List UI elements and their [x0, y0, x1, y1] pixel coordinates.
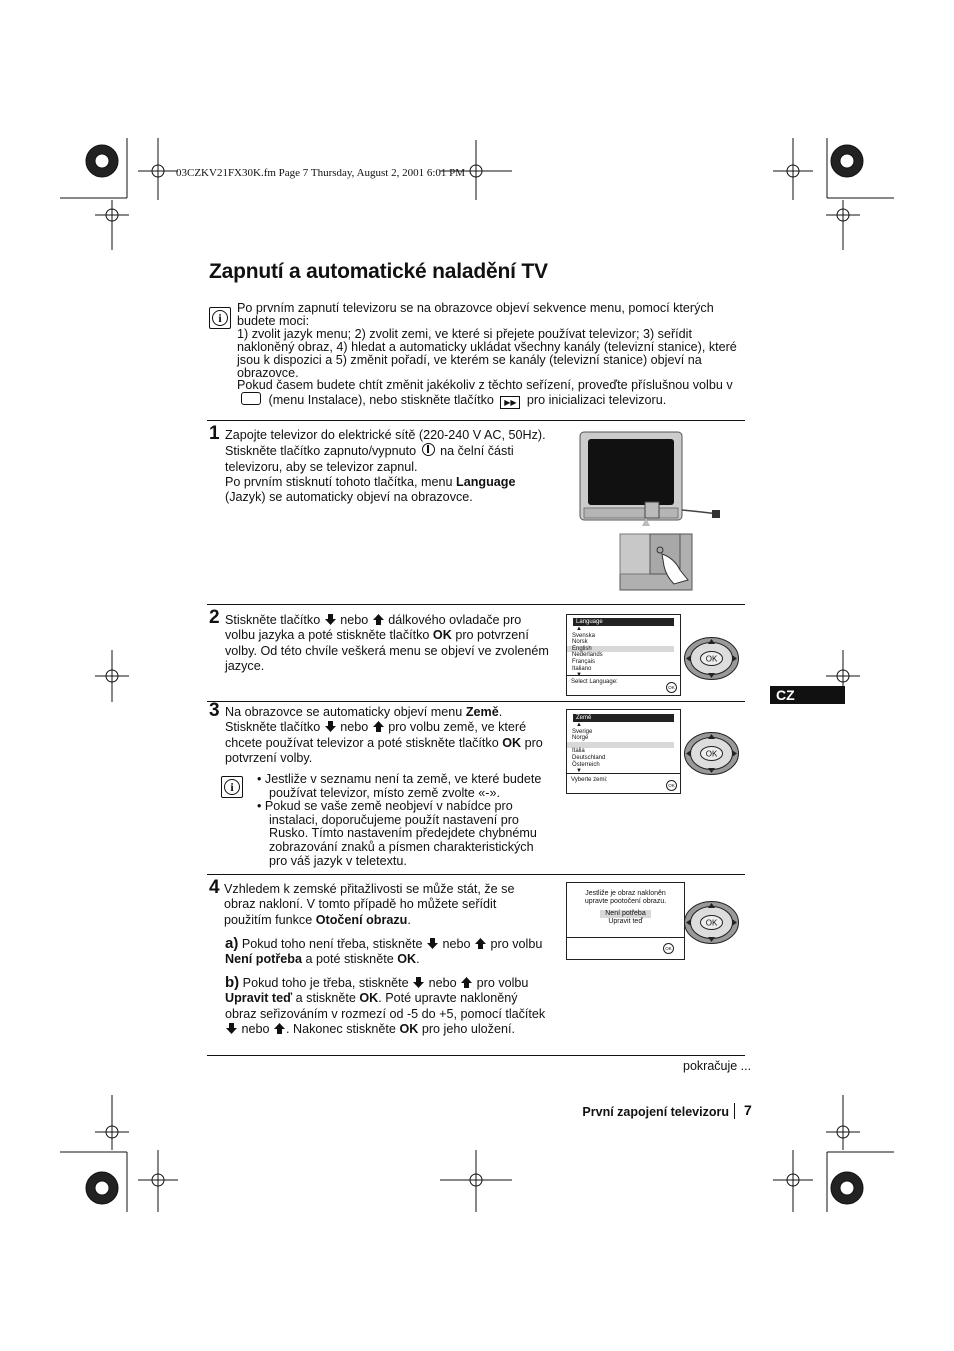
footer-section-title: První zapojení televizoru	[582, 1105, 729, 1119]
ok-label: OK	[397, 952, 417, 967]
osd-up-arrow: ▲	[576, 722, 582, 728]
step3-b: Stiskněte tlačítko	[225, 720, 321, 735]
divider	[207, 1055, 745, 1056]
info-icon: i	[221, 776, 243, 798]
step4-option-b	[225, 975, 547, 1037]
osd-item: Deutschland	[572, 754, 606, 761]
svg-text:OK: OK	[705, 918, 718, 928]
step4-a2: pro volbu	[490, 937, 543, 951]
ok-label: OK	[359, 991, 379, 1006]
osd-tilt-options	[567, 910, 684, 918]
option-label-a: a)	[225, 935, 239, 952]
osd-down-arrow: ▼	[576, 768, 582, 775]
osd-country-menu	[566, 709, 681, 794]
step3-nebo: nebo	[340, 720, 369, 735]
step4-nebo: nebo	[442, 937, 471, 951]
step2-nebo: nebo	[340, 613, 369, 627]
svg-text:OK: OK	[705, 749, 718, 759]
osd-footer-text: Select Language:	[571, 679, 618, 685]
step4-a1: Pokud toho není třeba, stiskněte	[241, 937, 423, 951]
fast-forward-icon: ▶▶	[500, 396, 520, 409]
osd-item: Sverige	[572, 728, 593, 735]
osd-item: Norsk	[572, 639, 588, 646]
step1-b-text: Stiskněte tlačítko zapnuto/vypnuto	[225, 444, 417, 459]
info-icon: i	[209, 307, 231, 329]
osd-item: Italiano	[572, 665, 592, 672]
osd-item: Norge	[572, 735, 589, 742]
intro-line3b: (menu Instalace), nebo stiskněte tlačítko	[268, 393, 494, 408]
osd-language-menu	[566, 614, 681, 696]
step4-b6: pro jeho uložení.	[421, 1021, 515, 1036]
osd-separator	[567, 937, 684, 938]
osd-item: Nederlands	[572, 652, 603, 659]
arrow-up-icon	[372, 721, 385, 732]
option-label-b: b)	[225, 974, 240, 991]
arrow-down-icon	[324, 614, 337, 625]
arrow-down-icon	[412, 977, 425, 988]
divider	[207, 701, 745, 702]
step2-a: Stiskněte tlačítko	[225, 613, 321, 627]
step-number: 4	[209, 877, 220, 898]
step1-b	[225, 443, 555, 475]
step1-e: (Jazyk) se automaticky objeví na obrazovce.	[225, 490, 473, 505]
osd-item-selected: Není potřeba	[600, 910, 650, 918]
osd-footer	[567, 675, 680, 695]
osd-tilt-menu	[566, 882, 685, 960]
osd-title: Language	[573, 618, 674, 626]
step3-bold: Země	[465, 705, 499, 719]
osd-footer-text: Vyberte zemi:	[571, 777, 608, 783]
step4-b1: Pokud toho je třeba, stiskněte	[242, 976, 409, 990]
step4-b4: . Poté upravte nakloněný obraz seřizováním v rozmezí od -5 do +5, pomocí tlačítek	[225, 991, 546, 1021]
step4-option-a: a) Pokud toho není třeba, stiskněte nebo pro volbu Není potřeba a poté stiskněte OK.	[225, 935, 543, 967]
osd-up-arrow: ▲	[576, 626, 582, 632]
step4-nebo: nebo	[428, 976, 457, 990]
intro-text	[237, 302, 749, 409]
step-number: 3	[209, 700, 220, 721]
step4-bold: Otočení obrazu	[315, 912, 408, 927]
divider	[207, 420, 745, 421]
osd-item: Français	[572, 658, 596, 665]
ok-icon: OK	[666, 780, 677, 791]
step4-a: Vzhledem k zemské přitažlivosti se může stát, že se obraz nakloní. V tomto případě ho můžete seřídit použitím funkce	[224, 882, 515, 927]
svg-text:OK: OK	[705, 654, 718, 664]
intro-line2: 1) zvolit jazyk menu; 2) zvolit zemi, ve které si přejete používat televizor; 3) seřídit nakloněný obraz, 4) hledat a automaticky ukládat všechny kanály (televizní stanice), které jsou k dispozici a 5) změnit pořadí, ve kterém se kanály (televizní stanice) objeví na obrazovce.	[237, 326, 737, 380]
divider	[207, 604, 745, 605]
intro-line3	[237, 379, 749, 409]
arrow-down-icon	[324, 721, 337, 732]
arrow-down-icon	[225, 1023, 238, 1034]
language-tab: CZ	[770, 686, 845, 704]
step1-c: na čelní části televizoru, aby se televizor zapnul.	[225, 444, 514, 474]
page-number: 7	[744, 1102, 752, 1118]
osd-footer	[567, 773, 680, 793]
step4-a-bold: Není potřeba	[225, 952, 302, 967]
osd-item: Upravit teď	[608, 918, 643, 925]
step1-d-bold: Language	[456, 474, 516, 489]
ok-label: OK	[399, 1021, 419, 1036]
step2-b: dálkového ovladače pro volbu jazyka a poté stiskněte tlačítko	[225, 613, 522, 643]
osd-tilt-line2: upravte pootočení obrazu.	[584, 898, 667, 905]
step4-b3: a stiskněte	[295, 991, 356, 1006]
osd-item-selected: English	[567, 646, 674, 653]
arrow-down-icon	[426, 938, 439, 949]
intro-line3a: Pokud časem budete chtít změnit jakékoliv z těchto seřízení, proveďte příslušnou volbu v	[237, 378, 733, 393]
step-number: 2	[209, 607, 220, 628]
step3-c: pro volbu země, ve které chcete používat televizor a poté stiskněte tlačítko	[225, 720, 527, 750]
osd-item: Svenska	[572, 632, 596, 639]
arrow-up-icon	[460, 977, 473, 988]
step4-text: Vzhledem k zemské přitažlivosti se může stát, že se obraz nakloní. V tomto případě ho můžete seřídit použitím funkce Otočení obrazu.	[224, 882, 515, 927]
osd-down-arrow: ▼	[576, 672, 582, 679]
remote-control-icon	[683, 636, 740, 681]
intro-line1: Po prvním zapnutí televizoru se na obrazovce objeví sekvence menu, pomocí kterých budete moci:	[237, 301, 714, 328]
osd-item: Italia	[572, 748, 585, 755]
divider	[207, 874, 745, 875]
step-number: 1	[209, 423, 220, 444]
arrow-up-icon	[372, 614, 385, 625]
step3-note1: • Jestliže v seznamu není ta země, ve které budete používat televizor, místo země zvolte «-».	[257, 772, 542, 800]
remote-control-icon	[683, 731, 740, 776]
step1-d	[225, 475, 555, 490]
page-title: Zapnutí a automatické naladění TV	[209, 260, 548, 283]
step4-b5: . Nakonec stiskněte	[286, 1021, 396, 1036]
ok-label: OK	[502, 735, 522, 750]
ok-icon: OK	[663, 943, 674, 954]
osd-item: Österreich	[572, 761, 600, 768]
ok-icon: OK	[666, 682, 677, 693]
step1-a: Zapojte televizor do elektrické sítě (220-240 V AC, 50Hz).	[225, 428, 546, 442]
file-header: 03CZKV21FX30K.fm Page 7 Thursday, August 2, 2001 6:01 PM	[176, 167, 466, 179]
step4-b2: pro volbu	[476, 976, 529, 990]
menu-install-icon	[241, 392, 261, 405]
power-icon	[422, 443, 435, 456]
ok-label: OK	[432, 628, 452, 643]
step4-nebo: nebo	[241, 1021, 270, 1036]
footer-separator	[734, 1103, 735, 1119]
step1-text	[225, 428, 555, 505]
step2-text	[225, 613, 551, 674]
step3-d: pro potvrzení volby.	[225, 735, 543, 765]
osd-tilt-line1: Jestliže je obraz nakloněn	[585, 890, 666, 897]
osd-title: Země	[573, 714, 674, 722]
continues-note: pokračuje ...	[683, 1059, 752, 1073]
step3-a: Na obrazovce se automaticky objeví menu	[225, 705, 463, 719]
arrow-up-icon	[474, 938, 487, 949]
arrow-up-icon	[273, 1023, 286, 1034]
intro-line3c: pro inicializaci televizoru.	[526, 393, 667, 408]
step4-b-bold: Upravit teď	[225, 991, 293, 1006]
tv-illustration	[578, 430, 728, 595]
step3-notes	[257, 773, 549, 868]
step3-text: Na obrazovce se automaticky objeví menu Země. Stiskněte tlačítko nebo pro volbu země, ve které chcete používat televizor a poté stiskněte tlačítko OK pro potvrzení volby.	[225, 705, 543, 765]
step3-note2: • Pokud se vaše země neobjeví v nabídce pro instalaci, doporučujeme použít nastavení pro Rusko. Tímto nastavením předejdete chybnému zobrazování znaků a písmen charakteristických pro váš jazyk v teletextu.	[257, 799, 537, 868]
step4-a3: a poté stiskněte	[305, 952, 394, 967]
step1-d-text: Po prvním stisknutí tohoto tlačítka, menu	[225, 474, 453, 489]
remote-control-icon	[683, 900, 740, 945]
step2-c: pro potvrzení volby. Od této chvíle veškerá menu se objeví ve zvoleném jazyce.	[225, 628, 549, 673]
osd-item-selected	[567, 742, 674, 749]
